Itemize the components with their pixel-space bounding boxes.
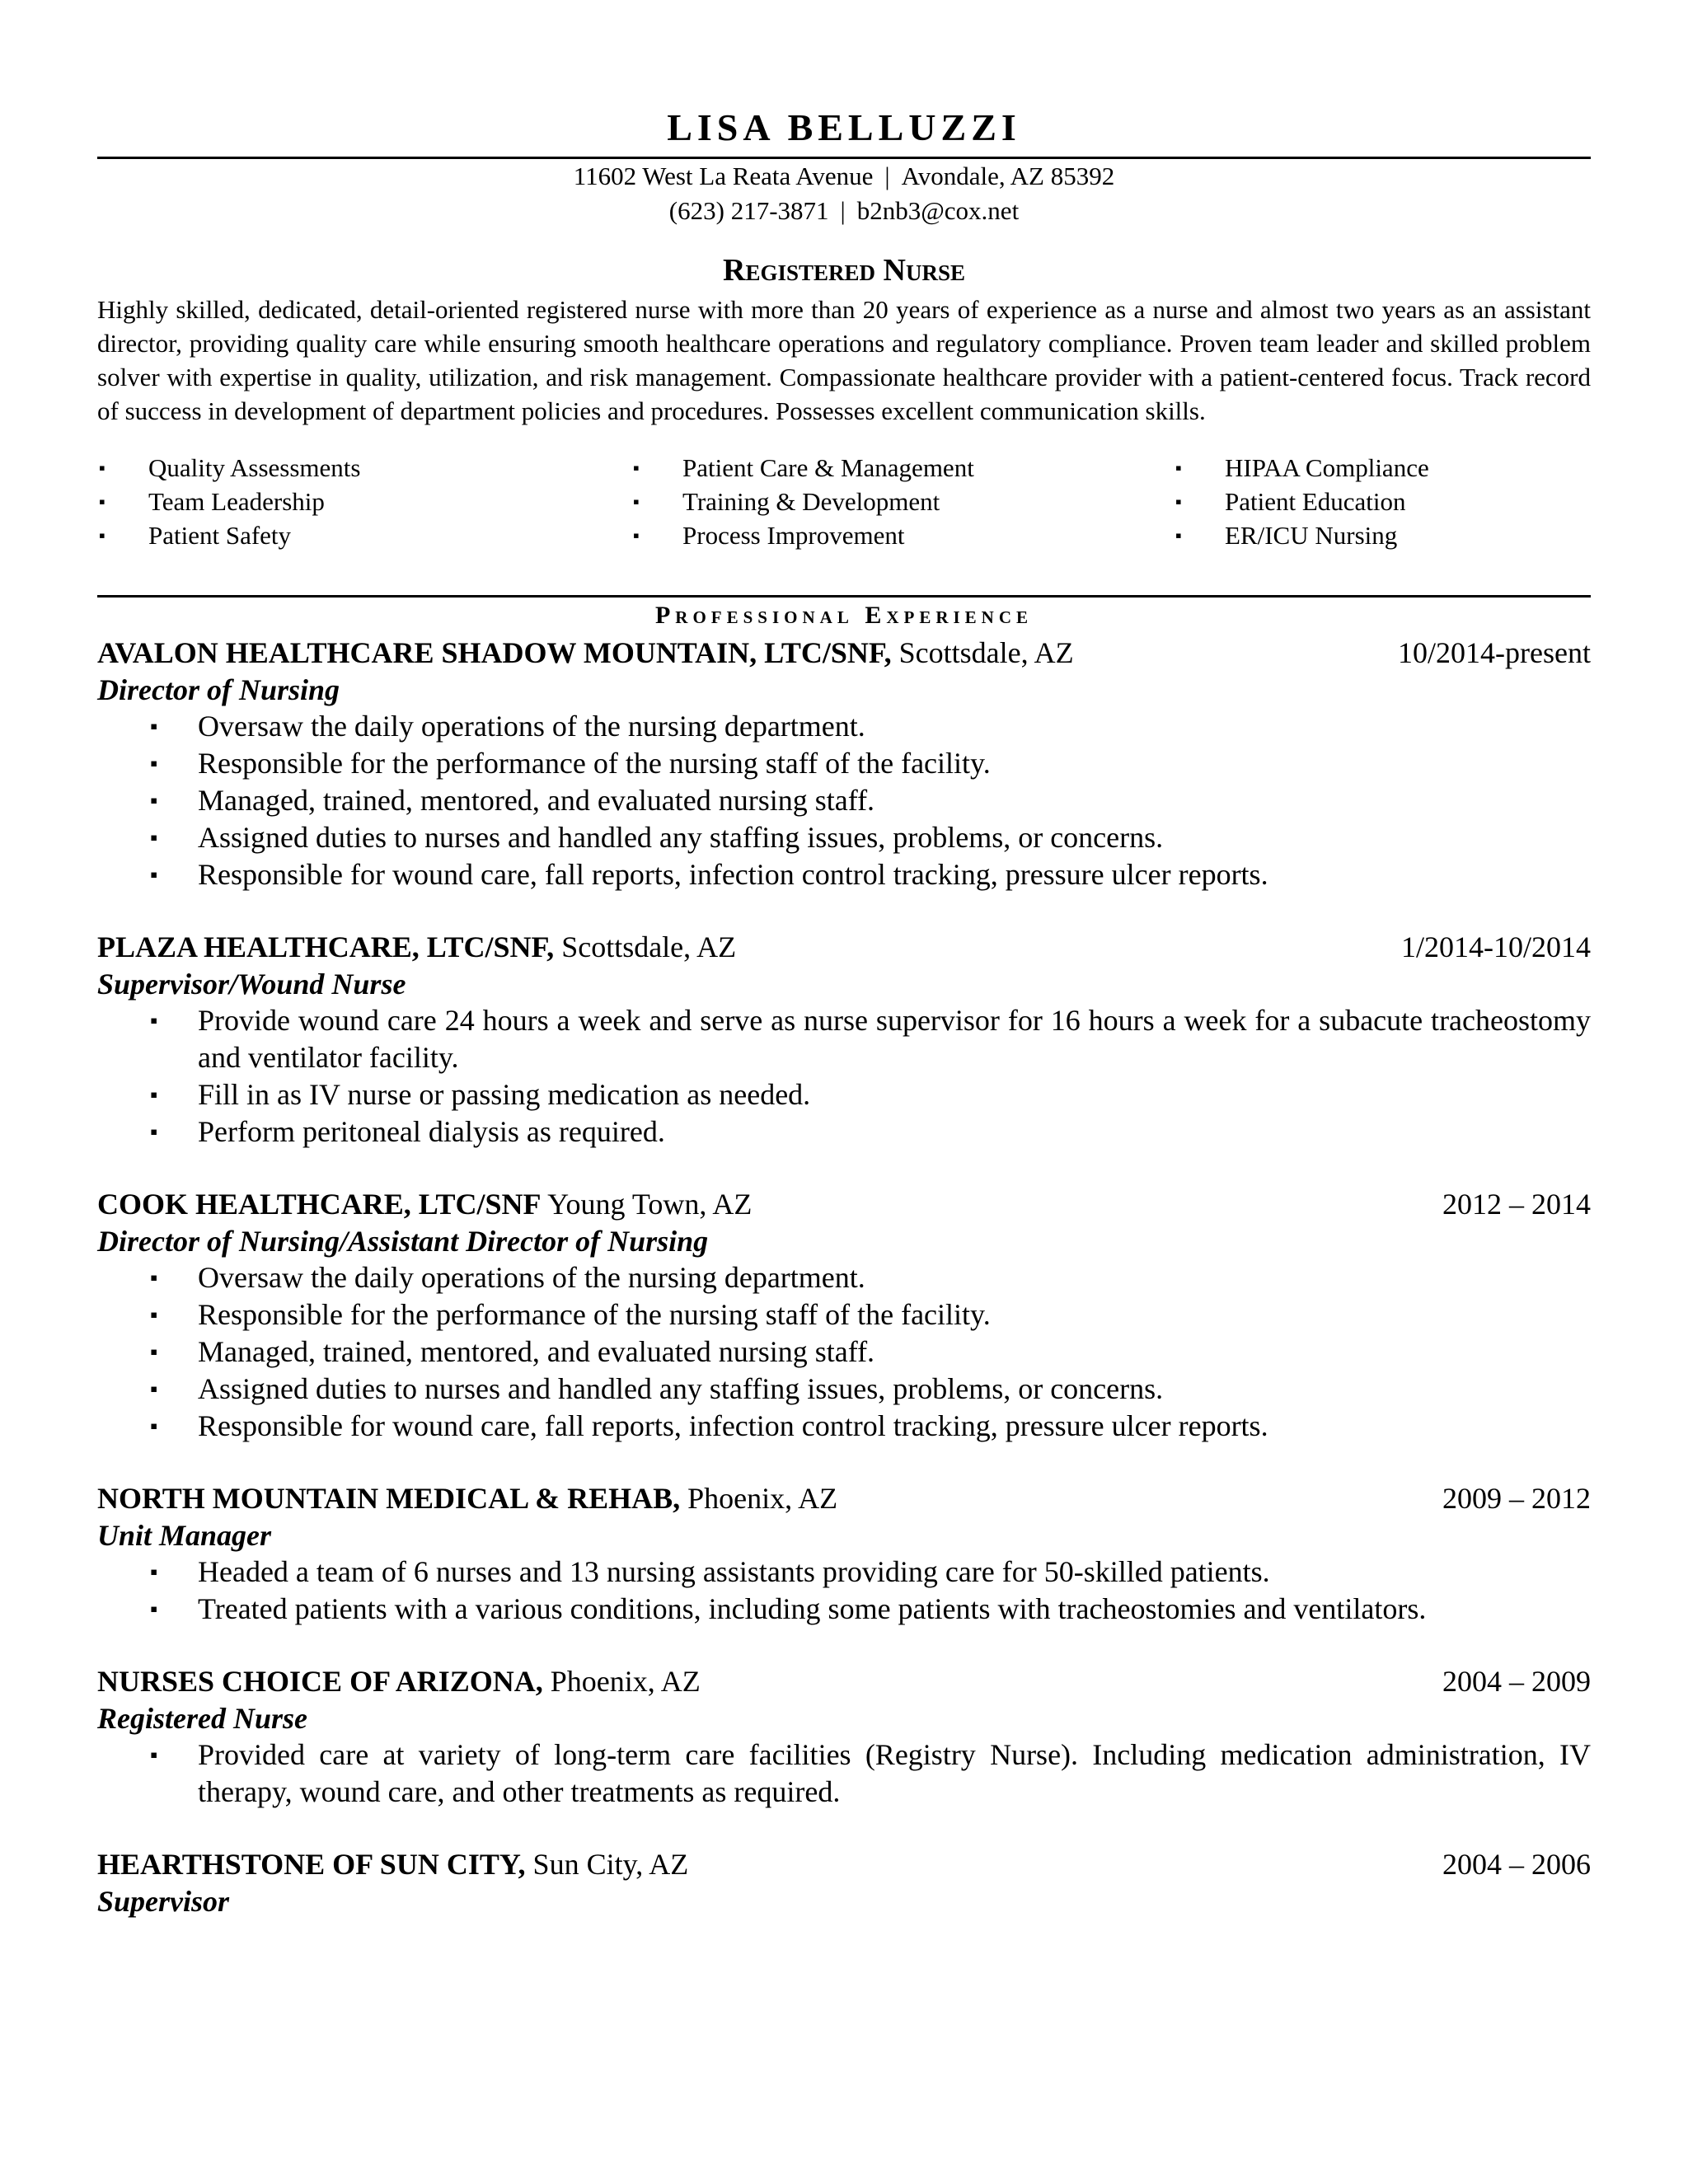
- duty-text: Perform peritoneal dialysis as required.: [198, 1115, 665, 1148]
- duty-text: Provide wound care 24 hours a week and serve as nurse supervisor for 16 hours a week for a subacute tracheostomy and ventilator facility.: [198, 1004, 1591, 1074]
- skill-item: [631, 485, 1174, 518]
- duty-text: Headed a team of 6 nurses and 13 nursing assistants providing care for 50-skilled patients.: [198, 1555, 1270, 1588]
- duty-text: Assigned duties to nurses and handled any staffing issues, problems, or concerns.: [198, 1372, 1164, 1405]
- bullet-icon: ▪: [150, 1597, 158, 1621]
- bullet-icon: ▪: [99, 457, 106, 478]
- bullet-icon: ▪: [99, 525, 106, 546]
- duty-item: [97, 856, 1591, 893]
- skill-label: Patient Safety: [148, 521, 292, 550]
- duty-text: Managed, trained, mentored, and evaluated nursing staff.: [198, 784, 875, 817]
- duty-item: [97, 1296, 1591, 1333]
- employer-location: Sun City, AZ: [525, 1848, 689, 1881]
- duty-item: [97, 1333, 1591, 1371]
- duty-text: Oversaw the daily operations of the nursing department.: [198, 1261, 865, 1294]
- job-header: [97, 1845, 1591, 1883]
- contact-separator: |: [840, 196, 846, 225]
- bullet-icon: ▪: [150, 1266, 158, 1290]
- skill-label: Process Improvement: [682, 521, 905, 550]
- duty-item: [97, 1408, 1591, 1445]
- duty-item: [97, 745, 1591, 782]
- employer: [97, 1662, 701, 1700]
- duty-item: [97, 1113, 1591, 1151]
- skill-item: [97, 451, 631, 485]
- skill-item: [631, 518, 1174, 552]
- bullet-icon: ▪: [150, 1414, 158, 1438]
- employer-name: HEARTHSTONE OF SUN CITY,: [97, 1848, 526, 1881]
- duty-text: Responsible for wound care, fall reports, infection control tracking, pressure ulcer reports.: [198, 858, 1268, 891]
- skills-grid: [97, 451, 1591, 552]
- skill-label: Team Leadership: [148, 487, 325, 516]
- duty-list: [97, 1259, 1591, 1445]
- skill-label: Patient Care & Management: [682, 453, 974, 482]
- experience-list: [97, 634, 1591, 1919]
- bullet-icon: ▪: [150, 1009, 158, 1033]
- city-state-zip: Avondale, AZ 85392: [901, 162, 1115, 190]
- bullet-icon: ▪: [1175, 491, 1182, 512]
- job-header: [97, 928, 1591, 966]
- duty-list: [97, 1554, 1591, 1628]
- duty-item: [97, 1259, 1591, 1296]
- job-header: [97, 634, 1591, 672]
- employer-location: Phoenix, AZ: [680, 1482, 838, 1515]
- job-role: Director of Nursing: [97, 673, 340, 706]
- skill-item: [97, 485, 631, 518]
- job-header: [97, 1185, 1591, 1223]
- bullet-icon: ▪: [1175, 457, 1182, 478]
- job-entry: [97, 928, 1591, 1151]
- skill-label: HIPAA Compliance: [1225, 453, 1429, 482]
- duty-text: Oversaw the daily operations of the nursing department.: [198, 710, 865, 743]
- bullet-icon: ▪: [150, 1303, 158, 1327]
- duty-text: Managed, trained, mentored, and evaluated nursing staff.: [198, 1335, 875, 1368]
- job-entry: [97, 1479, 1591, 1628]
- bullet-icon: ▪: [1175, 525, 1182, 546]
- job-role: Director of Nursing/Assistant Director of Nursing: [97, 1225, 709, 1258]
- resume-page: [97, 99, 1591, 1954]
- duty-item: [97, 782, 1591, 819]
- skill-item: [1174, 485, 1591, 518]
- candidate-name: LISA BELLUZZI: [667, 106, 1021, 148]
- street-address: 11602 West La Reata Avenue: [573, 162, 874, 190]
- employer: [97, 1845, 688, 1883]
- bullet-icon: ▪: [150, 826, 158, 850]
- bullet-icon: ▪: [633, 457, 640, 478]
- employer-name: PLAZA HEALTHCARE, LTC/SNF,: [97, 930, 555, 963]
- employer-location: Scottsdale, AZ: [554, 930, 737, 963]
- bullet-icon: ▪: [150, 1743, 158, 1767]
- bullet-icon: ▪: [150, 789, 158, 813]
- bullet-icon: ▪: [150, 752, 158, 776]
- skill-item: [1174, 518, 1591, 552]
- employer-name: NORTH MOUNTAIN MEDICAL & REHAB,: [97, 1482, 681, 1515]
- bullet-icon: ▪: [99, 491, 106, 512]
- employer-location: Scottsdale, AZ: [891, 636, 1074, 669]
- duty-text: Provided care at variety of long-term care facilities (Registry Nurse). Including medication administration, IV therapy, wound care, and other treatments as required.: [198, 1738, 1591, 1808]
- job-dates: 2004 – 2009: [1442, 1665, 1591, 1698]
- employer-name: NURSES CHOICE OF ARIZONA,: [97, 1665, 543, 1698]
- duty-item: [97, 708, 1591, 745]
- job-header: [97, 1662, 1591, 1700]
- bullet-icon: ▪: [150, 1120, 158, 1144]
- employer-location: Phoenix, AZ: [542, 1665, 701, 1698]
- duty-text: Responsible for the performance of the nursing staff of the facility.: [198, 747, 991, 780]
- job-dates: 2012 – 2014: [1442, 1188, 1591, 1221]
- phone-number: (623) 217-3871: [668, 196, 829, 225]
- duty-item: [97, 1076, 1591, 1113]
- duty-text: Responsible for wound care, fall reports, infection control tracking, pressure ulcer reports.: [198, 1409, 1268, 1442]
- experience-heading: Professional Experience: [654, 602, 1034, 629]
- job-entry: [97, 1662, 1591, 1811]
- job-entry: [97, 1185, 1591, 1445]
- employer-location: Young Town, AZ: [541, 1188, 753, 1221]
- bullet-icon: ▪: [633, 525, 640, 546]
- bullet-icon: ▪: [150, 863, 158, 887]
- duty-list: [97, 1002, 1591, 1151]
- duty-item: [97, 1002, 1591, 1076]
- job-entry: [97, 634, 1591, 893]
- bullet-icon: ▪: [150, 1560, 158, 1584]
- skill-label: Quality Assessments: [148, 453, 361, 482]
- job-role: Registered Nurse: [97, 1702, 307, 1735]
- duty-list: [97, 708, 1591, 893]
- job-dates: 2004 – 2006: [1442, 1848, 1591, 1881]
- duty-item: [97, 819, 1591, 856]
- bullet-icon: ▪: [150, 1340, 158, 1364]
- job-role: Unit Manager: [97, 1519, 272, 1552]
- job-dates: 2009 – 2012: [1442, 1482, 1591, 1515]
- duty-text: Assigned duties to nurses and handled any staffing issues, problems, or concerns.: [198, 821, 1164, 854]
- job-dates: 10/2014-present: [1398, 636, 1591, 669]
- duty-text: Responsible for the performance of the nursing staff of the facility.: [198, 1298, 991, 1331]
- employer: [97, 1185, 752, 1223]
- employer: [97, 1479, 837, 1517]
- professional-summary: Highly skilled, dedicated, detail-oriented registered nurse with more than 20 years of experience as a nurse and almost two years as an assistant director, providing quality care while ensuring smooth healthcare operations and regulatory compliance. Proven team leader and skilled problem solver with expertise in quality, utilization, and risk management. Compassionate healthcare provider with a patient-centered focus. Track record of success in development of department policies and procedures. Possesses excellent communication skills.: [97, 295, 1591, 425]
- skill-item: [97, 518, 631, 552]
- job-header: [97, 1479, 1591, 1517]
- job-role: Supervisor: [97, 1885, 230, 1918]
- duty-item: [97, 1371, 1591, 1408]
- duty-list: [97, 1736, 1591, 1811]
- employer-name: AVALON HEALTHCARE SHADOW MOUNTAIN, LTC/SNF,: [97, 636, 892, 669]
- skill-label: Patient Education: [1225, 487, 1406, 516]
- contact-address-line: [97, 159, 1591, 194]
- skill-item: [1174, 451, 1591, 485]
- employer: [97, 634, 1074, 672]
- contact-phone-line: [97, 194, 1591, 228]
- job-entry: [97, 1845, 1591, 1919]
- bullet-icon: ▪: [633, 491, 640, 512]
- skill-label: Training & Development: [682, 487, 940, 516]
- duty-item: [97, 1554, 1591, 1591]
- bullet-icon: ▪: [150, 1083, 158, 1107]
- email-address: b2nb3@cox.net: [856, 196, 1020, 225]
- duty-text: Fill in as IV nurse or passing medication as needed.: [198, 1078, 811, 1111]
- duty-text: Treated patients with a various conditions, including some patients with tracheostomies and ventilators.: [198, 1592, 1427, 1625]
- contact-separator: |: [884, 162, 890, 190]
- skill-label: ER/ICU Nursing: [1225, 521, 1398, 550]
- job-role: Supervisor/Wound Nurse: [97, 968, 406, 1001]
- bullet-icon: ▪: [150, 715, 158, 738]
- bullet-icon: ▪: [150, 1377, 158, 1401]
- skill-item: [631, 451, 1174, 485]
- employer: [97, 928, 736, 966]
- duty-item: [97, 1591, 1591, 1628]
- professional-title: Registered Nurse: [723, 253, 965, 288]
- job-dates: 1/2014-10/2014: [1401, 930, 1591, 963]
- duty-item: [97, 1736, 1591, 1811]
- employer-name: COOK HEALTHCARE, LTC/SNF: [97, 1188, 542, 1221]
